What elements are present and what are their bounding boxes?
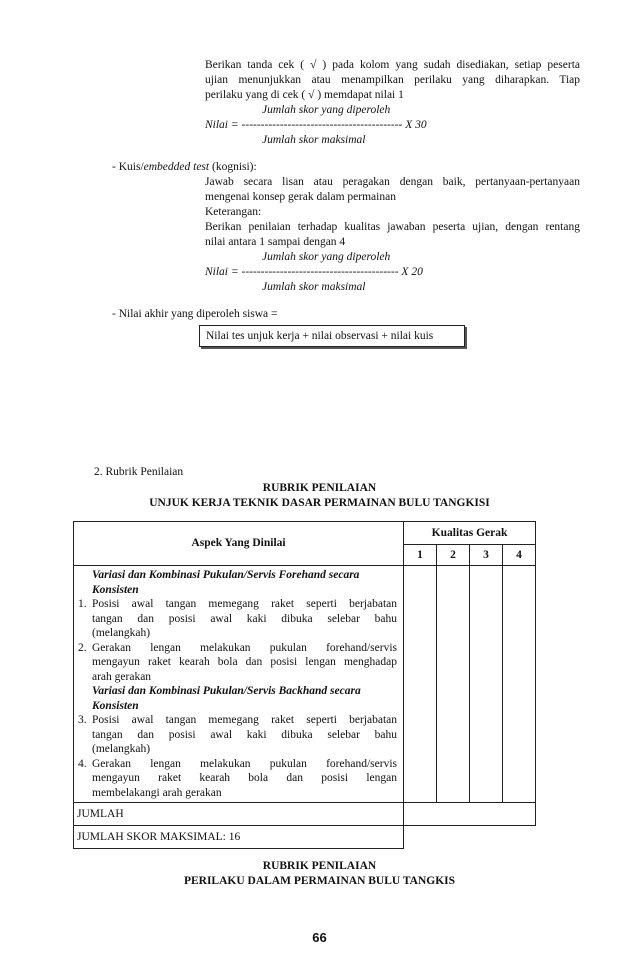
nilai-akhir-label: - Nilai akhir yang diperoleh siswa = — [112, 308, 278, 320]
group-heading-line: Variasi dan Kombinasi Pukulan/Servis Forehand secara — [92, 569, 360, 581]
score-header-1: 1 — [404, 545, 437, 566]
list-item-line: Posisi awal tangan memegang raket seperti berjabatan — [92, 714, 397, 726]
formula1-denominator: Jumlah skor maksimal — [262, 134, 366, 146]
kuis-heading — [112, 160, 257, 175]
score-cell[interactable] — [470, 566, 503, 803]
list-item — [78, 713, 397, 757]
empty-cell — [404, 826, 536, 849]
score-header-3: 3 — [470, 545, 503, 566]
aspect-list-cell — [74, 566, 404, 803]
page-number: 66 — [312, 930, 327, 945]
list-item-line: Gerakan lengan melakukan pukulan forehand/servis — [92, 757, 397, 770]
jumlah-row — [74, 803, 536, 826]
kuis-line-1: Jawab secara lisan atau peragakan dengan baik, pertanyaan-pertanyaan — [205, 176, 580, 188]
formula2-numerator: Jumlah skor yang diperoleh — [262, 251, 391, 263]
list-item-line: (melangkah) — [92, 743, 151, 755]
list-item-line: tangan dan posisi awal kaki dibuka selebar bahu — [92, 728, 397, 741]
formula2-lhs: Nilai = — [205, 266, 242, 278]
list-item-line: Posisi awal tangan memegang raket seperti berjabatan — [92, 598, 397, 610]
list-item-number: 3. — [78, 714, 87, 726]
kuis-title-italic: embedded test — [143, 161, 210, 173]
list-item-line: mengayun raket kearah bola dan posisi lengan menghadap — [92, 656, 397, 668]
quality-header: Kualitas Gerak — [404, 522, 536, 545]
score-header-4: 4 — [503, 545, 536, 566]
skor-maksimal-label: JUMLAH SKOR MAKSIMAL: 16 — [74, 826, 404, 849]
formula1-dashes: ------------------------------------------ — [241, 119, 403, 131]
list-item-number: 2. — [78, 641, 87, 654]
rubric-table — [73, 521, 536, 849]
formula2-multiplier: X 20 — [398, 266, 423, 278]
jumlah-label: JUMLAH — [74, 803, 404, 826]
group-heading-line: Konsisten — [92, 699, 139, 712]
rubrik-item-label: 2. Rubrik Penilaian — [94, 466, 184, 478]
jumlah-value-cell[interactable] — [404, 803, 536, 826]
list-item — [78, 597, 397, 641]
formula2-dashes: ----------------------------------------- — [241, 266, 399, 278]
kuis-paragraph — [205, 175, 580, 250]
score-cell[interactable] — [437, 566, 470, 803]
score-cell[interactable] — [503, 566, 536, 803]
kuis-line-5: nilai antara 1 sampai dengan 4 — [205, 236, 346, 248]
aspect-header: Aspek Yang Dinilai — [74, 522, 404, 566]
formula2-denominator: Jumlah skor maksimal — [262, 281, 366, 293]
list-item-line: mengayun raket kearah bola dan posisi lengan — [92, 772, 397, 784]
list-item-number: 1. — [78, 598, 87, 610]
group-heading-forehand — [78, 568, 397, 597]
instruction-paragraph — [205, 58, 580, 103]
list-item-line: tangan dan posisi awal kaki dibuka selebar bahu — [92, 612, 397, 625]
kuis-bullet: - — [112, 161, 119, 173]
score-cell[interactable] — [404, 566, 437, 803]
kuis-title-suffix: (kognisi): — [209, 161, 257, 173]
next-rubrik-title-line1: RUBRIK PENILAIAN — [262, 860, 377, 872]
group-heading-line: Konsisten — [92, 583, 139, 596]
nilai-akhir-formula-box: Nilai tes unjuk kerja + nilai observasi + nilai kuis — [199, 325, 465, 347]
instruction-line-1: Berikan tanda cek ( √ ) pada kolom yang sudah disediakan, setiap peserta — [205, 59, 580, 71]
formula1-multiplier: X 30 — [402, 119, 427, 131]
group-heading-backhand — [78, 684, 397, 713]
next-rubrik-title-line2: PERILAKU DALAM PERMAINAN BULU TANGKIS — [183, 875, 456, 887]
kuis-title: Kuis/ — [118, 161, 144, 173]
rubrik-title-line2: UNJUK KERJA TEKNIK DASAR PERMAINAN BULU TANGKISI — [149, 497, 490, 509]
list-item — [78, 641, 397, 685]
list-item-line: membelakangi arah gerakan — [92, 786, 222, 799]
group-heading-line: Variasi dan Kombinasi Pukulan/Servis Backhand secara — [92, 685, 361, 697]
formula1-lhs: Nilai = — [205, 119, 242, 131]
formula1-numerator: Jumlah skor yang diperoleh — [262, 104, 391, 116]
formula2-line — [205, 265, 423, 280]
score-header-2: 2 — [437, 545, 470, 566]
instruction-line-3: perilaku yang di cek ( √ ) memdapat nilai 1 — [205, 89, 404, 101]
list-item — [78, 757, 397, 801]
formula1-line — [205, 118, 427, 133]
list-item-line: arah gerakan — [92, 670, 152, 683]
skor-maksimal-row — [74, 826, 536, 849]
table-header-row — [74, 522, 536, 545]
kuis-line-4: Berikan penilaian terhadap kualitas jawaban peserta ujian, dengan rentang — [205, 221, 580, 233]
rubrik-title-line1: RUBRIK PENILAIAN — [262, 482, 377, 494]
list-item-line: (melangkah) — [92, 627, 151, 639]
instruction-line-2: ujian menunjukkan atau menampilkan perilaku yang diharapkan. Tiap — [205, 74, 580, 86]
list-item-number: 4. — [78, 757, 87, 770]
kuis-line-3: Keterangan: — [205, 206, 262, 218]
kuis-line-2: mengenai konsep gerak dalam permainan — [205, 191, 396, 203]
table-row — [74, 566, 536, 803]
list-item-line: Gerakan lengan melakukan pukulan forehand/servis — [92, 641, 397, 654]
